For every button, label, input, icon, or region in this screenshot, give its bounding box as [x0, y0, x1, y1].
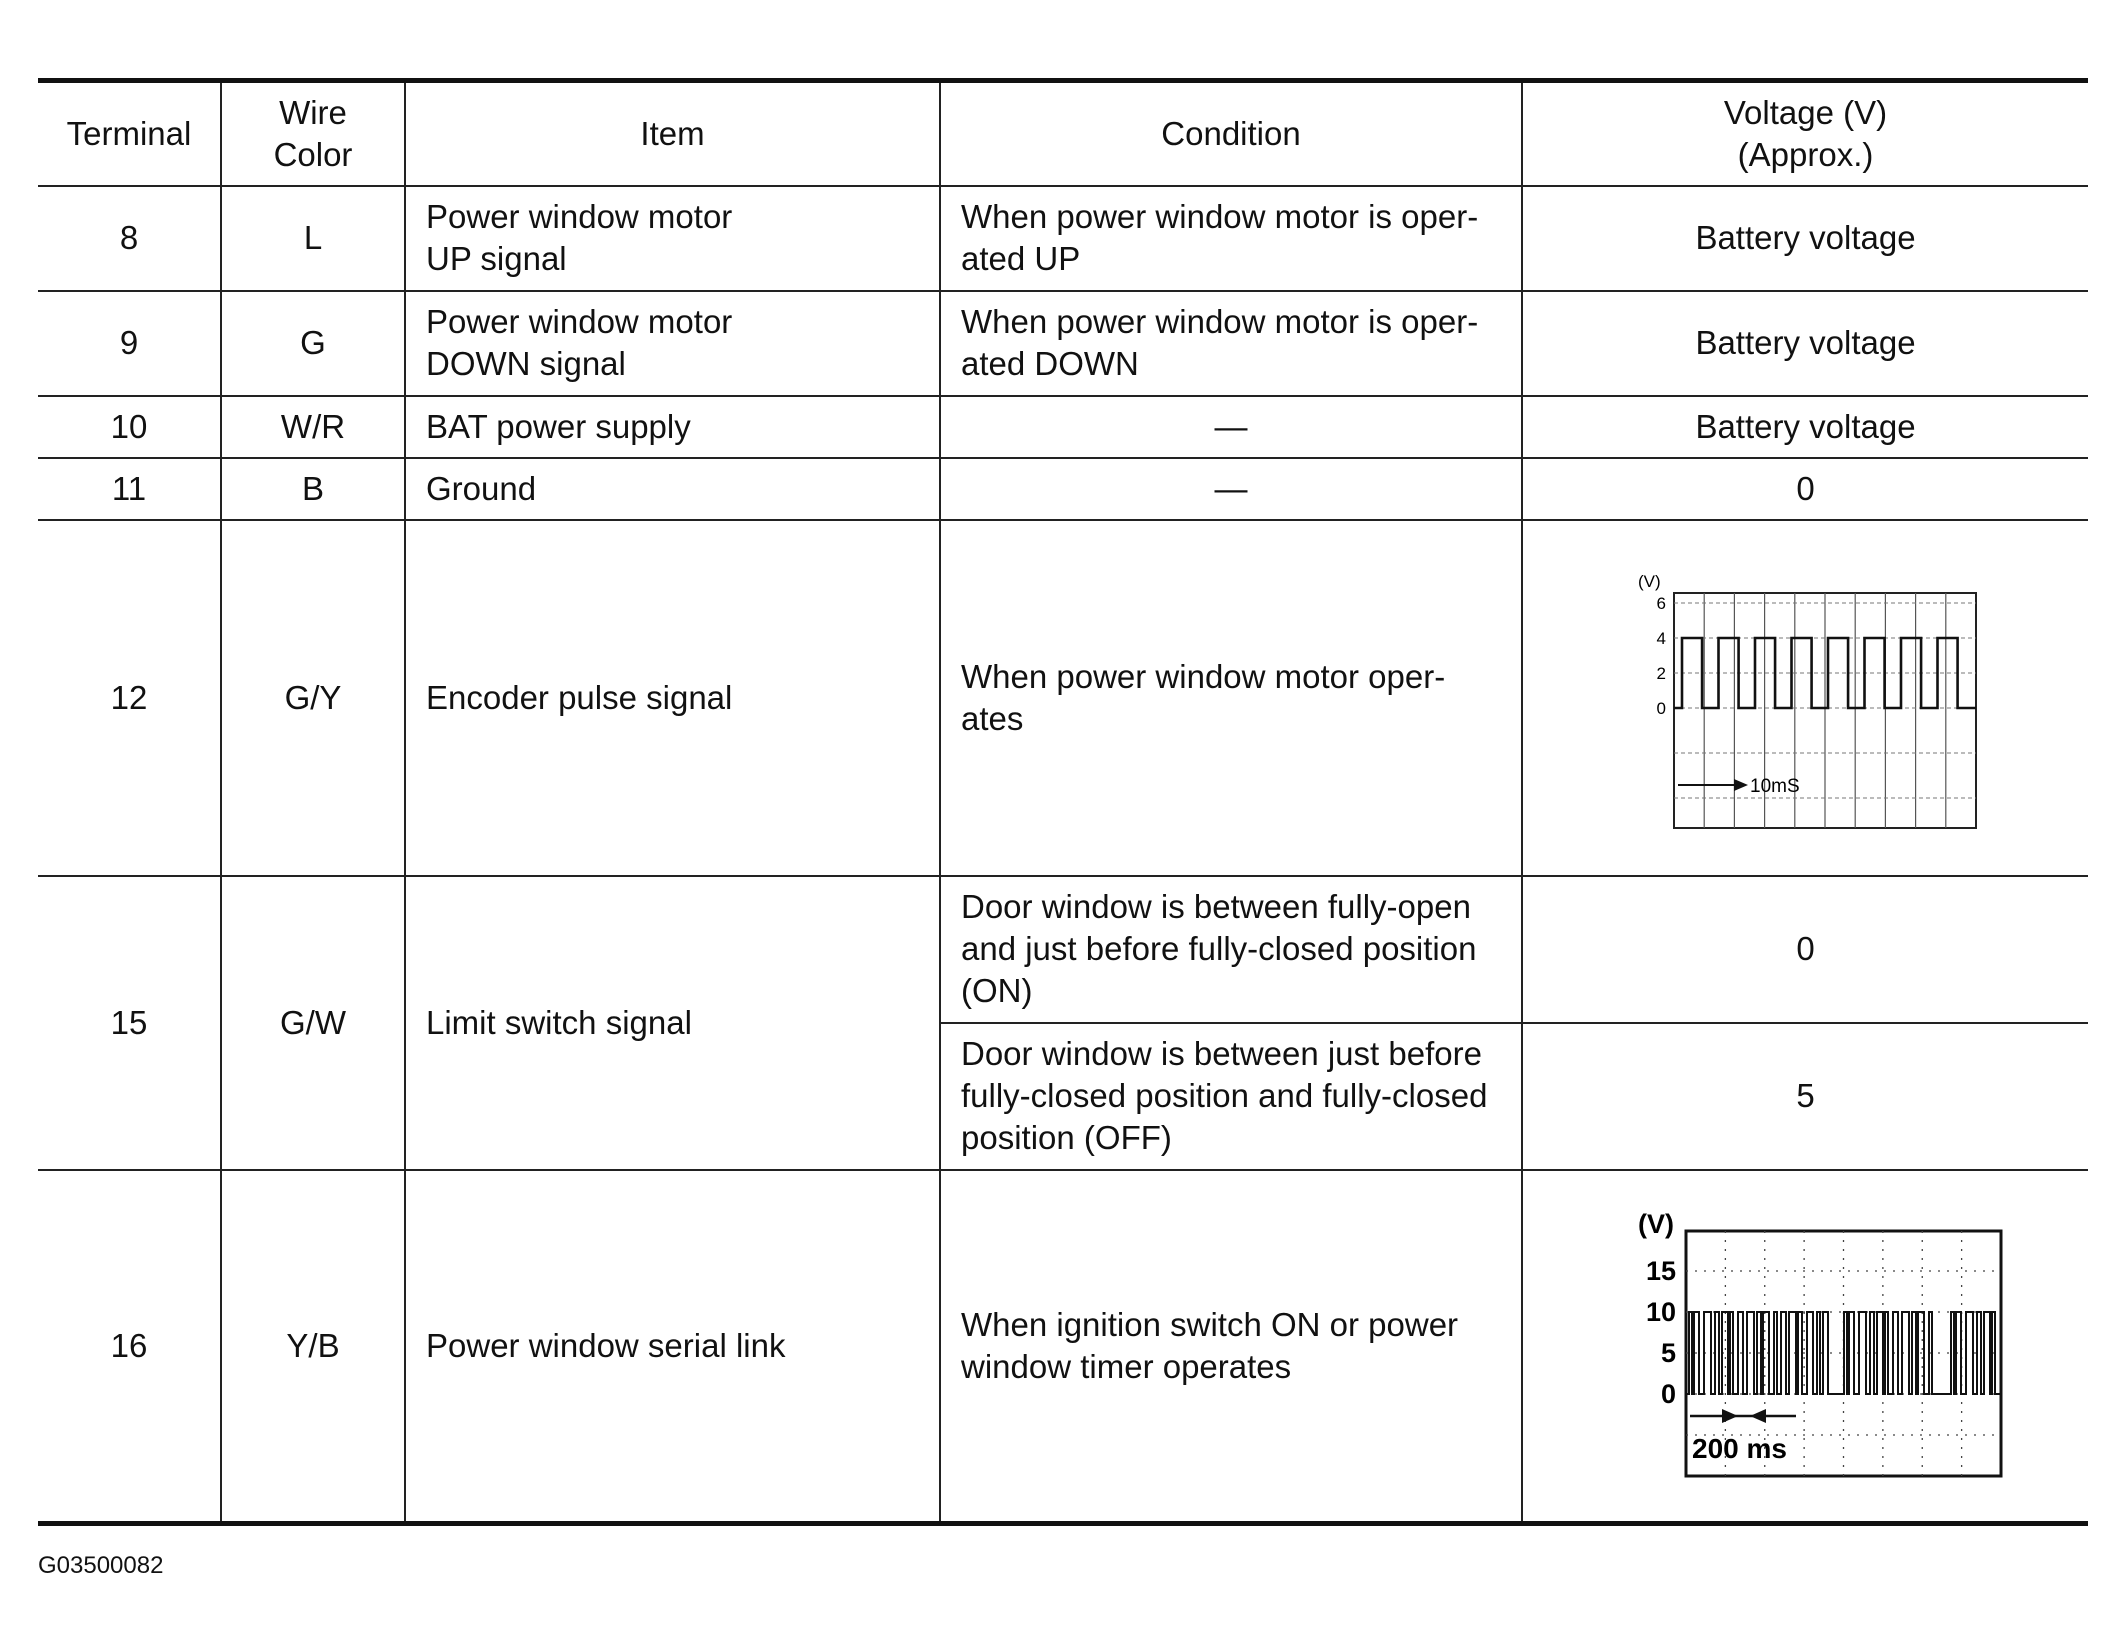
voltage-cell: Battery voltage	[1522, 186, 2088, 291]
condition-line: When power window motor is oper-	[961, 198, 1479, 235]
y-tick-label: 15	[1645, 1255, 1676, 1286]
voltage-cell: 0	[1522, 458, 2088, 520]
header-wire-line1: Wire	[279, 93, 347, 131]
time-span-arrow	[1722, 1409, 1738, 1423]
condition-line: When power window motor is oper-	[961, 303, 1479, 340]
wire-color-cell: G/W	[221, 876, 405, 1170]
condition-line: and just before fully-closed position	[961, 930, 1477, 967]
condition-line: Door window is between fully-open	[961, 888, 1471, 925]
item-line: Power window motor	[426, 303, 733, 340]
y-tick-label: 0	[1656, 698, 1666, 718]
time-scale-label: 10mS	[1749, 775, 1800, 797]
condition-cell	[940, 520, 1522, 876]
wire-color-cell: L	[221, 186, 405, 291]
item-cell: BAT power supply	[405, 396, 940, 458]
terminal-cell: 12	[38, 520, 221, 876]
condition-line: ates	[961, 699, 1024, 737]
y-unit-label: (V)	[1637, 571, 1661, 591]
header-item: Item	[405, 81, 940, 186]
table-row	[38, 186, 2088, 291]
header-wire-color	[221, 81, 405, 186]
wire-color-cell: B	[221, 458, 405, 520]
serial-trace	[1686, 1312, 2001, 1394]
terminal-cell: 8	[38, 186, 221, 291]
terminal-cell: 16	[38, 1170, 221, 1524]
voltage-cell: 5	[1522, 1023, 2088, 1170]
condition-cell: —	[940, 396, 1522, 458]
voltage-cell: Battery voltage	[1522, 291, 2088, 396]
voltage-cell: Battery voltage	[1522, 396, 2088, 458]
table-row	[38, 520, 2088, 876]
table-row	[38, 1170, 2088, 1524]
condition-line: window timer operates	[961, 1347, 1292, 1385]
voltage-cell: 0	[1522, 876, 2088, 1023]
terminal-cell: 10	[38, 396, 221, 458]
item-cell: Ground	[405, 458, 940, 520]
time-scale-label: 200 ms	[1691, 1432, 1787, 1464]
wire-color-cell: G/Y	[221, 520, 405, 876]
encoder-waveform-chart	[1626, 563, 1986, 833]
item-line: DOWN signal	[426, 345, 626, 382]
y-tick-label: 6	[1656, 593, 1666, 613]
header-voltage	[1522, 81, 2088, 186]
condition-cell	[940, 1023, 1522, 1170]
item-cell	[405, 291, 940, 396]
y-tick-label: 10	[1645, 1296, 1676, 1327]
condition-line: (ON)	[961, 972, 1033, 1009]
voltage-cell	[1522, 1170, 2088, 1524]
condition-cell	[940, 186, 1522, 291]
y-unit-label: (V)	[1637, 1210, 1674, 1239]
serial-link-waveform-chart	[1606, 1211, 2006, 1481]
terminal-table	[38, 78, 2088, 1526]
header-terminal: Terminal	[38, 81, 221, 186]
condition-line: ated DOWN	[961, 345, 1139, 382]
item-cell: Power window serial link	[405, 1170, 940, 1524]
terminal-cell: 15	[38, 876, 221, 1170]
condition-cell	[940, 876, 1522, 1023]
y-tick-label: 0	[1660, 1378, 1676, 1409]
y-tick-label: 4	[1656, 628, 1666, 648]
table-row	[38, 876, 2088, 1023]
time-span-arrow	[1734, 779, 1748, 791]
condition-line: position (OFF)	[961, 1119, 1172, 1156]
figure-code: G03500082	[38, 1552, 164, 1579]
item-line: Power window motor	[426, 198, 733, 235]
time-span-arrow	[1750, 1409, 1766, 1423]
item-cell: Encoder pulse signal	[405, 520, 940, 876]
item-line: UP signal	[426, 240, 567, 277]
table-row	[38, 396, 2088, 458]
header-voltage-line2: (Approx.)	[1737, 135, 1874, 173]
wire-color-cell: Y/B	[221, 1170, 405, 1524]
y-tick-label: 2	[1656, 663, 1666, 683]
y-tick-label: 5	[1660, 1337, 1676, 1368]
condition-line: When power window motor oper-	[961, 657, 1446, 695]
condition-line: Door window is between just before	[961, 1035, 1482, 1072]
item-cell	[405, 186, 940, 291]
condition-cell	[940, 1170, 1522, 1524]
terminal-cell: 11	[38, 458, 221, 520]
condition-cell: —	[940, 458, 1522, 520]
wire-color-cell: G	[221, 291, 405, 396]
table-row	[38, 458, 2088, 520]
condition-line: fully-closed position and fully-closed	[961, 1077, 1488, 1114]
header-row	[38, 81, 2088, 186]
wire-color-cell: W/R	[221, 396, 405, 458]
terminal-cell: 9	[38, 291, 221, 396]
table-row	[38, 291, 2088, 396]
header-wire-line2: Color	[273, 135, 353, 173]
item-cell: Limit switch signal	[405, 876, 940, 1170]
header-voltage-line1: Voltage (V)	[1723, 93, 1888, 131]
condition-cell	[940, 291, 1522, 396]
condition-line: ated UP	[961, 240, 1081, 277]
condition-line: When ignition switch ON or power	[961, 1305, 1459, 1343]
voltage-cell	[1522, 520, 2088, 876]
header-condition: Condition	[940, 81, 1522, 186]
